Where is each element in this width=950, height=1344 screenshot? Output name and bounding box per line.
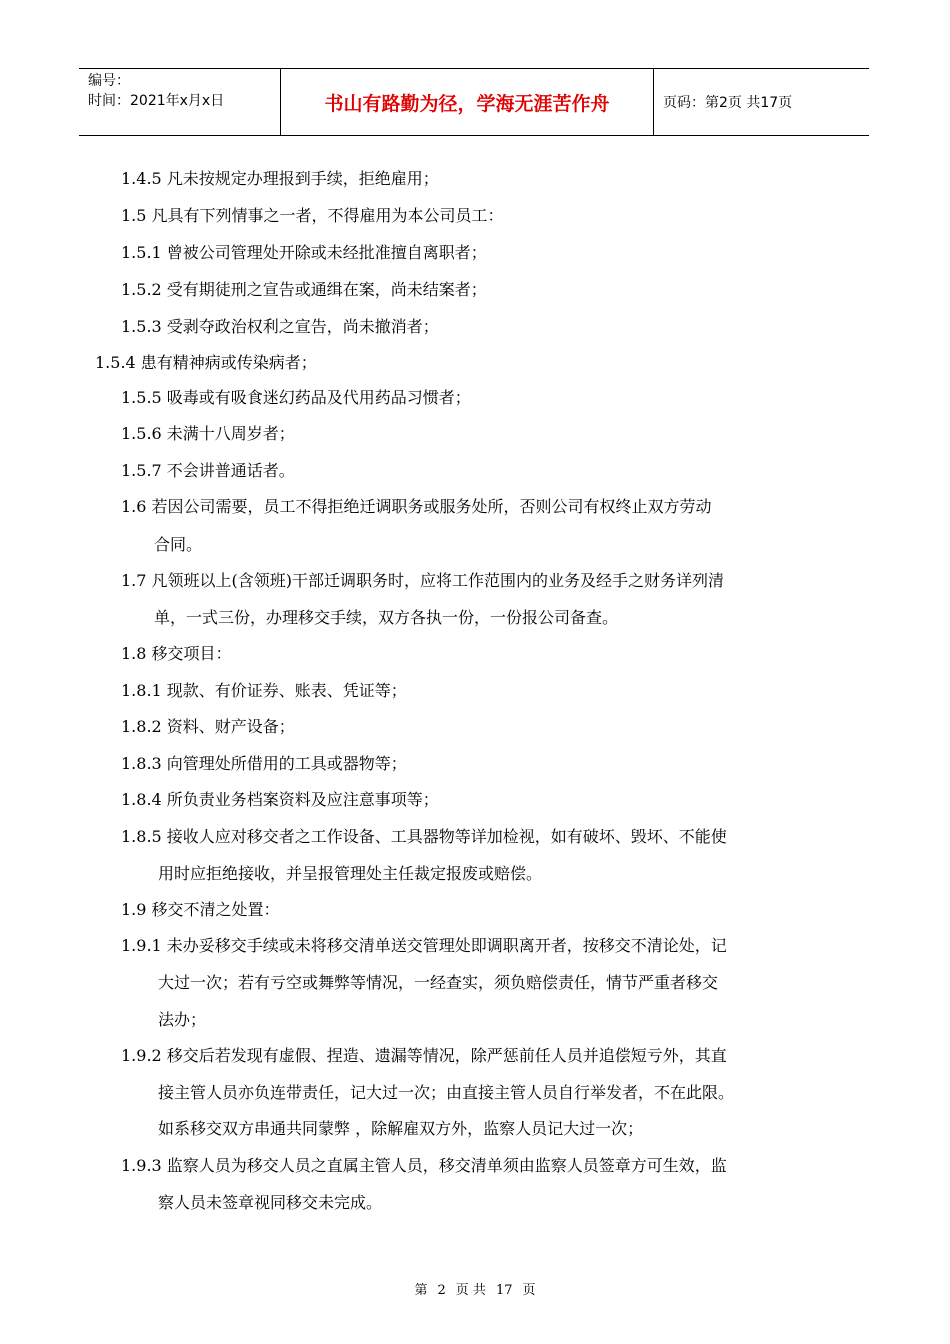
body-line: 法办；: [158, 1010, 207, 1029]
body-line: 1.5.5 吸毒或有吸食迷幻药品及代用药品习惯者；: [121, 388, 471, 407]
body-line: 合同。: [154, 535, 203, 554]
header-left-cell: [79, 69, 281, 135]
header-page-info: 页码：第2页 共17页: [663, 95, 793, 111]
body-line: 1.9.2 移交后若发现有虚假、捏造、遗漏等情况，除严惩前任人员并追偿短亏外，其直: [121, 1046, 727, 1065]
footer-prefix: 第: [414, 1283, 428, 1298]
body-line: 1.9.3 监察人员为移交人员之直属主管人员，移交清单须由监察人员签章方可生效，监: [121, 1156, 727, 1175]
body-line: 1.8.3 向管理处所借用的工具或器物等；: [121, 754, 407, 773]
body-line: 1.5.1 曾被公司管理处开除或未经批准擅自离职者；: [121, 243, 487, 262]
body-line: 1.5.3 受剥夺政治权利之宣告，尚未撤消者；: [121, 317, 439, 336]
footer-page-total: 17: [495, 1283, 513, 1298]
body-line: 1.8.2 资料、财产设备；: [121, 717, 295, 736]
footer-mid: 页 共: [455, 1283, 486, 1298]
body-line: 1.6 若因公司需要，员工不得拒绝迁调职务或服务处所，否则公司有权终止双方劳动: [121, 497, 712, 516]
time-label: 时间：2021年x月x日: [88, 93, 225, 109]
footer-page-number: 2: [437, 1283, 446, 1298]
body-line: 1.4.5 凡未按规定办理报到手续，拒绝雇用；: [121, 169, 439, 188]
footer-suffix: 页: [522, 1283, 536, 1298]
page-header: [79, 68, 869, 136]
body-line: 用时应拒绝接收，并呈报管理处主任裁定报废或赔偿。: [158, 864, 543, 883]
body-line: 大过一次；若有亏空或舞弊等情况，一经查实，须负赔偿责任，情节严重者移交: [158, 973, 719, 992]
header-motto: 书山有路勤为径，学海无涯苦作舟: [281, 69, 654, 135]
body-line: 接主管人员亦负连带责任，记大过一次；由直接主管人员自行举发者，不在此限。: [158, 1083, 735, 1102]
body-line: 1.8.5 接收人应对移交者之工作设备、工具器物等详加检视，如有破坏、毁坏、不能使: [121, 827, 727, 846]
body-line: 1.5 凡具有下列情事之一者，不得雇用为本公司员工：: [121, 206, 504, 225]
page-footer: [0, 1279, 950, 1298]
body-line: 1.9 移交不清之处置：: [121, 900, 280, 919]
body-line: 1.9.1 未办妥移交手续或未将移交清单送交管理处即调职离开者，按移交不清论处，记: [121, 936, 727, 955]
body-line: 1.8.1 现款、有价证券、账表、凭证等；: [121, 681, 407, 700]
body-line: 1.8.4 所负责业务档案资料及应注意事项等；: [121, 790, 439, 809]
body-line: 1.5.2 受有期徒刑之宣告或通缉在案，尚未结案者；: [121, 280, 487, 299]
body-line: 1.7 凡领班以上(含领班)干部迁调职务时，应将工作范围内的业务及经手之财务详列清: [121, 571, 725, 590]
number-label: 编号：: [88, 73, 130, 89]
body-line: 单，一式三份，办理移交手续，双方各执一份，一份报公司备查。: [154, 608, 619, 627]
body-line: 1.5.4 患有精神病或传染病者；: [95, 353, 317, 372]
body-line: 1.5.7 不会讲普通话者。: [121, 461, 295, 480]
body-line: 察人员未签章视同移交未完成。: [158, 1193, 383, 1212]
body-line: 1.5.6 未满十八周岁者；: [121, 424, 295, 443]
body-line: 1.8 移交项目：: [121, 644, 232, 663]
body-line: 如系移交双方串通共同蒙弊 ，除解雇双方外，监察人员记大过一次；: [158, 1119, 644, 1138]
